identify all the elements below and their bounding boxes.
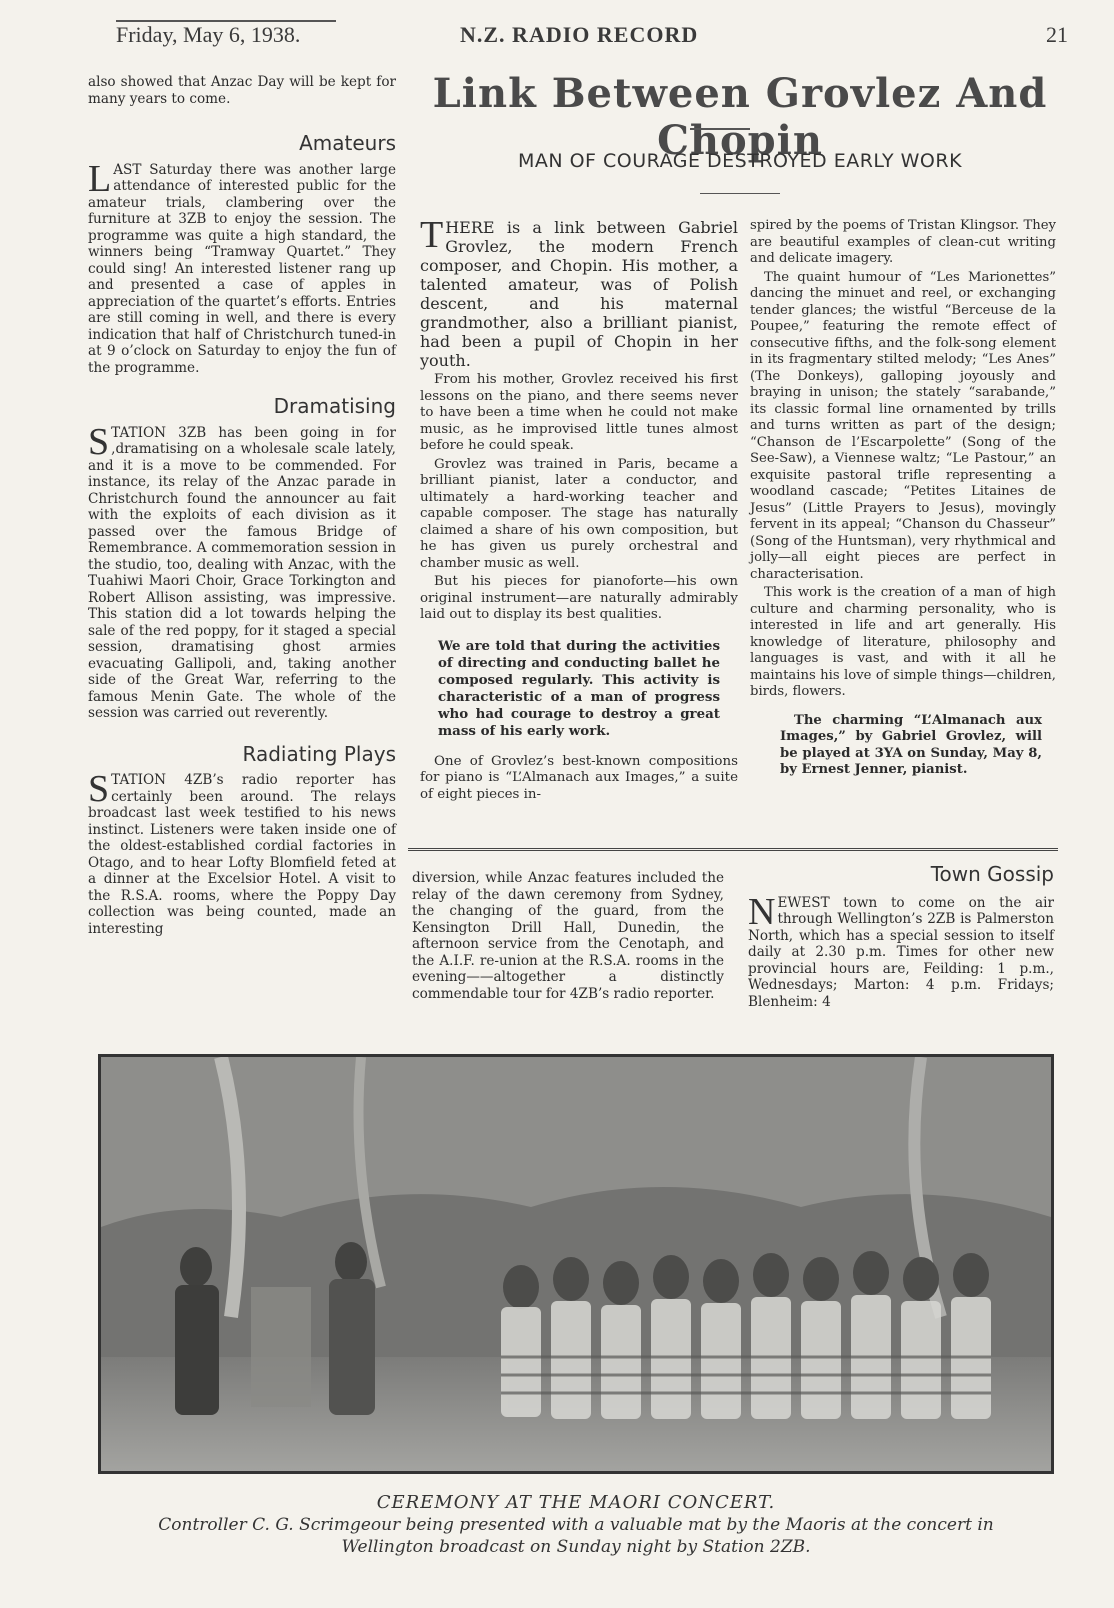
amateurs-heading: Amateurs <box>299 131 396 155</box>
town-gossip-column <box>748 862 1054 1012</box>
anzac-continuation: also showed that Anzac Day will be kept for many years to come. <box>88 74 396 107</box>
photo-scene <box>101 1057 1051 1471</box>
feature-column-1 <box>420 214 738 805</box>
radiating-plays-heading: Radiating Plays <box>242 741 396 766</box>
page-header <box>110 22 1070 52</box>
feature-paragraph-4: But his pieces for pianoforte—his own original instrument—are naturally admirably laid out to display its best qualities. <box>420 574 738 622</box>
headline-ornament <box>690 128 750 130</box>
maori-concert-photo <box>98 1054 1054 1474</box>
caption-title: CEREMONY AT THE MAORI CONCERT. <box>376 1492 776 1513</box>
radiating-dropcap: S <box>88 768 110 810</box>
feature-col2-paragraph-1: spired by the poems of Tristan Klingsor. They are beautiful examples of clean-cut writing and delicate imagery. <box>750 218 1056 266</box>
feature-bottom-rule <box>408 848 1058 851</box>
page-number: 21 <box>1046 22 1068 47</box>
caption-line-2: Wellington broadcast on Sunday night by Station 2ZB. <box>341 1537 811 1557</box>
radiating-plays-continued <box>412 870 724 1004</box>
feature-paragraph-5: One of Grovlez’s best-known compositions for piano is “L’Almanach aux Images,” a suite of eight pieces in- <box>420 753 738 802</box>
town-gossip-heading: Town Gossip <box>930 862 1054 886</box>
broadcast-note: The charming “L’Almanach aux Images,” by Gabriel Grovlez, will be played at 3YA on Sunday, May 8, by Ernest Jenner, pianist. <box>780 712 1042 777</box>
amateurs-dropcap: L <box>88 157 112 200</box>
masthead: N.Z. RADIO RECORD <box>460 22 699 47</box>
dramatising-dropcap: S <box>88 420 110 463</box>
caption-line-1: Controller C. G. Scrimgeour being presented with a valuable mat by the Maoris at the concert in <box>158 1515 994 1535</box>
feature-lead: THERE is a link between Gabriel Grovlez, the modern French composer, and Chopin. His mother, a talented amateur, was of Polish descent, and his maternal grandmother, also a brilliant pianist, had been a pupil of Chopin in her youth. <box>420 214 738 370</box>
radiating-plays-continued-text: diversion, while Anzac features included the relay of the dawn ceremony from Sydney, the changing of the guard, from the Kensington Drill Hall, Dunedin, the afternoon service from the Cenotaph, and the A.I.F. re-union at the R.S.A. rooms in the evening——altogether a distinctly commendable tour for 4ZB’s radio reporter. <box>412 870 724 1002</box>
issue-date: Friday, May 6, 1938. <box>116 22 301 47</box>
left-column-top <box>88 74 396 939</box>
feature-paragraph-2: From his mother, Grovlez received his first lessons on the piano, and there seems never to have been a time when he could not make music, as he improvised little tunes almost before he could speak. <box>420 372 738 453</box>
amateurs-body: LAST Saturday there was another large attendance of interested public for the amateur trials, clambering over the furniture at 3ZB to enjoy the session. The programme was quite a high standard, the winners being “Tramway Quartet.” They could sing! An interested listener rang up and presented a case of apples in appreciation of the quartet’s efforts. Entries are still coming in well, and there is every indication that half of Christchurch tuned-in at 9 o’clock on Saturday to enjoy the fun of the programme. <box>88 157 396 376</box>
dramatising-heading: Dramatising <box>273 394 396 418</box>
feature-subhead: MAN OF COURAGE DESTROYED EARLY WORK <box>517 150 963 172</box>
radiating-plays-body: STATION 4ZB’s radio reporter has certainly been around. The relays broadcast last week testified to his news instinct. Listeners were taken inside one of the oldest-established cordial factories in Otago, and to hear Lofty Blomfield feted at a dinner at the Excelsior Hotel. A visit to the R.S.A. rooms, where the Poppy Day collection was being counted, made an interesting <box>88 768 396 937</box>
town-gossip-dropcap: N <box>748 890 776 933</box>
feature-paragraph-3: Grovlez was trained in Paris, became a brilliant pianist, later a conductor, and ultimately a hard-working teacher and capable composer. The stage has naturally claimed a share of his own composition, but he has given us purely orchestral and chamber music as well. <box>420 456 738 571</box>
feature-column-2 <box>750 218 1056 779</box>
feature-headline: Link Between Grovlez And Chopin <box>432 70 1048 164</box>
feature-pullquote: We are told that during the activities of directing and conducting ballet he composed regularly. This activity is characteristic of a man of progress who had courage to destroy a great mass of his early work. <box>438 637 720 739</box>
subhead-ornament <box>700 193 780 194</box>
feature-dropcap: T <box>420 214 444 256</box>
feature-col2-paragraph-2: The quaint humour of “Les Marionettes” dancing the minuet and reel, or exchanging tender glances; the wistful “Berceuse de la Poupee,” featuring the remote effect of consecutive fifths, and the folk-song element in its fragmentary stilted melody; “Les Anes” (The Donkeys), galloping joyously and braying in unison; the stately “sarabande,” its classic formal line ornamented by trills and turns written as part of the design; “Chanson de l’Escarpolette” (Song of the See-Saw), a Viennese waltz; “Le Pastour,” an exquisite pastoral trifle representing a woodland cascade; “Petites Litaines de Jesus” (Little Prayers to Jesus), movingly fervent in its appeal; “Chanson du Chasseur” (Song of the Huntsman), very rhythmical and jolly—all eight pieces are perfect in characterisation. <box>750 269 1056 582</box>
feature-col2-paragraph-3: This work is the creation of a man of high culture and charming personality, who is interested in life and art generally. His knowledge of literature, philosophy and languages is vast, and with it all he maintains his love of simple things—children, birds, flowers. <box>750 585 1056 699</box>
photo-caption <box>98 1492 1054 1558</box>
dramatising-body: STATION 3ZB has been going in for ,dramatising on a wholesale scale lately, and it is a move to be commended. For instance, its relay of the Anzac parade in Christchurch found the announcer au fait with the exploits of each division as it passed over the famous Bridge of Remembrance. A commemoration session in the studio, too, dealing with Anzac, with the Tuahiwi Maori Choir, Grace Torkington and Robert Allison assisting, was impressive. This station did a lot towards helping the sale of the red poppy, for it staged a special session, dramatising ghost armies evacuating Gallipoli, and, taking another side of the Great War, referring to the famous Menin Gate. The whole of the session was carried out reverently. <box>88 420 396 721</box>
town-gossip-body: NEWEST town to come on the air through Wellington’s 2ZB is Palmerston North, which has a special session to itself daily at 2.30 p.m. Times for other new provincial hours are, Feilding: 1 p.m., Wednesdays; Marton: 4 p.m. Fridays; Blenheim: 4 <box>748 890 1054 1010</box>
